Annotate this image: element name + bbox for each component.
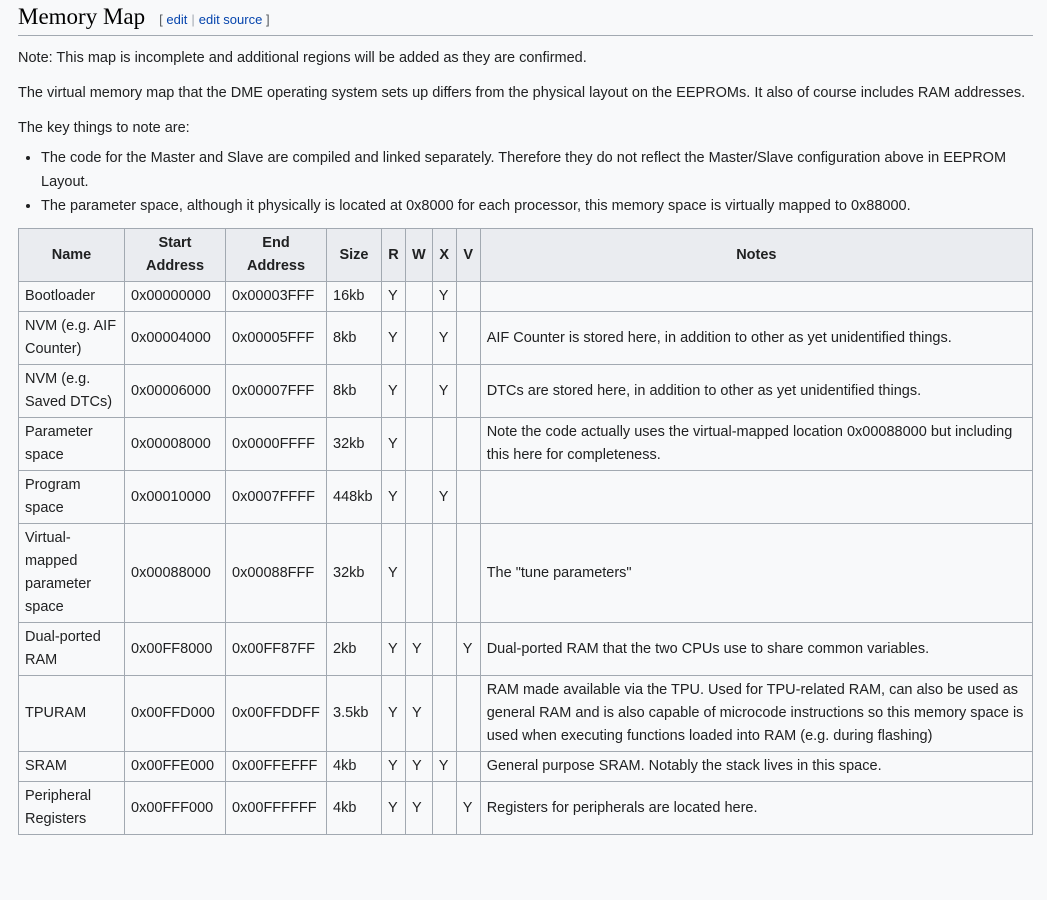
cell-size: 2kb xyxy=(327,623,382,676)
cell-start: 0x00004000 xyxy=(125,312,226,365)
cell-notes: DTCs are stored here, in addition to other as yet unidentified things. xyxy=(480,365,1032,418)
cell-end: 0x00088FFF xyxy=(226,524,327,623)
cell-r: Y xyxy=(382,676,406,752)
cell-w xyxy=(406,282,433,312)
table-row xyxy=(19,418,1033,471)
cell-v xyxy=(456,418,480,471)
header-notes: Notes xyxy=(480,229,1032,282)
cell-name: Dual-ported RAM xyxy=(19,623,125,676)
cell-x: Y xyxy=(432,365,456,418)
cell-name: SRAM xyxy=(19,752,125,782)
cell-w: Y xyxy=(406,752,433,782)
header-x: X xyxy=(432,229,456,282)
table-row xyxy=(19,282,1033,312)
cell-name: Bootloader xyxy=(19,282,125,312)
table-row xyxy=(19,312,1033,365)
memory-map-table xyxy=(18,228,1033,835)
cell-end: 0x00FFDDFF xyxy=(226,676,327,752)
cell-start: 0x00FFD000 xyxy=(125,676,226,752)
cell-x xyxy=(432,524,456,623)
table-row xyxy=(19,471,1033,524)
cell-v xyxy=(456,471,480,524)
cell-notes: Note the code actually uses the virtual-mapped location 0x00088000 but including this here for completeness. xyxy=(480,418,1032,471)
header-end-address: End Address xyxy=(226,229,327,282)
edit-separator: | xyxy=(191,12,195,27)
cell-v xyxy=(456,676,480,752)
cell-w xyxy=(406,365,433,418)
cell-name: NVM (e.g. Saved DTCs) xyxy=(19,365,125,418)
cell-r: Y xyxy=(382,418,406,471)
cell-name: Program space xyxy=(19,471,125,524)
cell-w: Y xyxy=(406,782,433,835)
cell-size: 16kb xyxy=(327,282,382,312)
cell-r: Y xyxy=(382,752,406,782)
cell-x xyxy=(432,418,456,471)
cell-end: 0x0000FFFF xyxy=(226,418,327,471)
cell-name: Peripheral Registers xyxy=(19,782,125,835)
cell-notes xyxy=(480,471,1032,524)
edit-bracket-open: [ xyxy=(159,12,163,27)
cell-x xyxy=(432,623,456,676)
cell-notes xyxy=(480,282,1032,312)
cell-w: Y xyxy=(406,623,433,676)
cell-v: Y xyxy=(456,623,480,676)
cell-notes: General purpose SRAM. Notably the stack lives in this space. xyxy=(480,752,1032,782)
cell-r: Y xyxy=(382,623,406,676)
edit-section-links xyxy=(159,12,269,27)
cell-notes: AIF Counter is stored here, in addition to other as yet unidentified things. xyxy=(480,312,1032,365)
cell-v xyxy=(456,312,480,365)
cell-r: Y xyxy=(382,471,406,524)
header-r: R xyxy=(382,229,406,282)
note-paragraph: Note: This map is incomplete and additional regions will be added as they are confirmed. xyxy=(18,50,587,66)
cell-x xyxy=(432,676,456,752)
edit-source-link[interactable]: edit source xyxy=(198,12,263,27)
cell-x: Y xyxy=(432,282,456,312)
table-header-row xyxy=(19,229,1033,282)
cell-notes: Dual-ported RAM that the two CPUs use to share common variables. xyxy=(480,623,1032,676)
cell-w: Y xyxy=(406,676,433,752)
cell-end: 0x0007FFFF xyxy=(226,471,327,524)
cell-end: 0x00FF87FF xyxy=(226,623,327,676)
section-title: Memory Map xyxy=(18,4,146,29)
cell-size: 448kb xyxy=(327,471,382,524)
cell-start: 0x00FF8000 xyxy=(125,623,226,676)
cell-r: Y xyxy=(382,782,406,835)
cell-v xyxy=(456,524,480,623)
cell-end: 0x00005FFF xyxy=(226,312,327,365)
cell-name: TPURAM xyxy=(19,676,125,752)
cell-end: 0x00003FFF xyxy=(226,282,327,312)
cell-size: 32kb xyxy=(327,524,382,623)
cell-size: 4kb xyxy=(327,752,382,782)
cell-r: Y xyxy=(382,282,406,312)
list-item: • The code for the Master and Slave are compiled and linked separately. Therefore they do not reflect the Master/Slave configuration above in EEPROM Layout. xyxy=(41,146,1033,194)
cell-start: 0x00010000 xyxy=(125,471,226,524)
header-v: V xyxy=(456,229,480,282)
cell-v xyxy=(456,365,480,418)
cell-x: Y xyxy=(432,471,456,524)
cell-w xyxy=(406,418,433,471)
cell-name: Virtual-mapped parameter space xyxy=(19,524,125,623)
cell-r: Y xyxy=(382,365,406,418)
cell-name: Parameter space xyxy=(19,418,125,471)
cell-x xyxy=(432,782,456,835)
cell-size: 8kb xyxy=(327,312,382,365)
cell-notes: The "tune parameters" xyxy=(480,524,1032,623)
cell-end: 0x00FFEFFF xyxy=(226,752,327,782)
cell-r: Y xyxy=(382,524,406,623)
cell-v xyxy=(456,282,480,312)
cell-size: 4kb xyxy=(327,782,382,835)
header-size: Size xyxy=(327,229,382,282)
table-row xyxy=(19,365,1033,418)
edit-link[interactable]: edit xyxy=(166,12,188,27)
cell-start: 0x00008000 xyxy=(125,418,226,471)
cell-size: 32kb xyxy=(327,418,382,471)
cell-end: 0x00007FFF xyxy=(226,365,327,418)
cell-x: Y xyxy=(432,312,456,365)
cell-r: Y xyxy=(382,312,406,365)
table-row xyxy=(19,524,1033,623)
header-w: W xyxy=(406,229,433,282)
cell-w xyxy=(406,312,433,365)
cell-name: NVM (e.g. AIF Counter) xyxy=(19,312,125,365)
cell-size: 3.5kb xyxy=(327,676,382,752)
cell-start: 0x00FFE000 xyxy=(125,752,226,782)
list-item: • The parameter space, although it physically is located at 0x8000 for each processor, this memory space is virtually mapped to 0x88000. xyxy=(41,194,1033,218)
cell-x: Y xyxy=(432,752,456,782)
intro-paragraph: The virtual memory map that the DME operating system sets up differs from the physical layout on the EEPROMs. It also of course includes RAM addresses. xyxy=(18,85,1026,101)
cell-end: 0x00FFFFFF xyxy=(226,782,327,835)
cell-notes: Registers for peripherals are located here. xyxy=(480,782,1032,835)
cell-v xyxy=(456,752,480,782)
cell-size: 8kb xyxy=(327,365,382,418)
cell-start: 0x00FFF000 xyxy=(125,782,226,835)
cell-start: 0x00000000 xyxy=(125,282,226,312)
key-things-paragraph: The key things to note are: xyxy=(18,120,190,136)
cell-w xyxy=(406,471,433,524)
table-row xyxy=(19,676,1033,752)
cell-notes: RAM made available via the TPU. Used for TPU-related RAM, can also be used as general RAM and is also capable of microcode instructions so this memory space is used when executing functions loaded into RAM (e.g. during flashing) xyxy=(480,676,1032,752)
header-start-address: Start Address xyxy=(125,229,226,282)
table-row xyxy=(19,782,1033,835)
cell-start: 0x00006000 xyxy=(125,365,226,418)
section-heading-row xyxy=(18,4,1033,36)
edit-bracket-close: ] xyxy=(265,12,270,27)
table-row xyxy=(19,623,1033,676)
key-things-list xyxy=(18,146,1033,218)
header-name: Name xyxy=(19,229,125,282)
cell-w xyxy=(406,524,433,623)
table-row xyxy=(19,752,1033,782)
cell-v: Y xyxy=(456,782,480,835)
cell-start: 0x00088000 xyxy=(125,524,226,623)
